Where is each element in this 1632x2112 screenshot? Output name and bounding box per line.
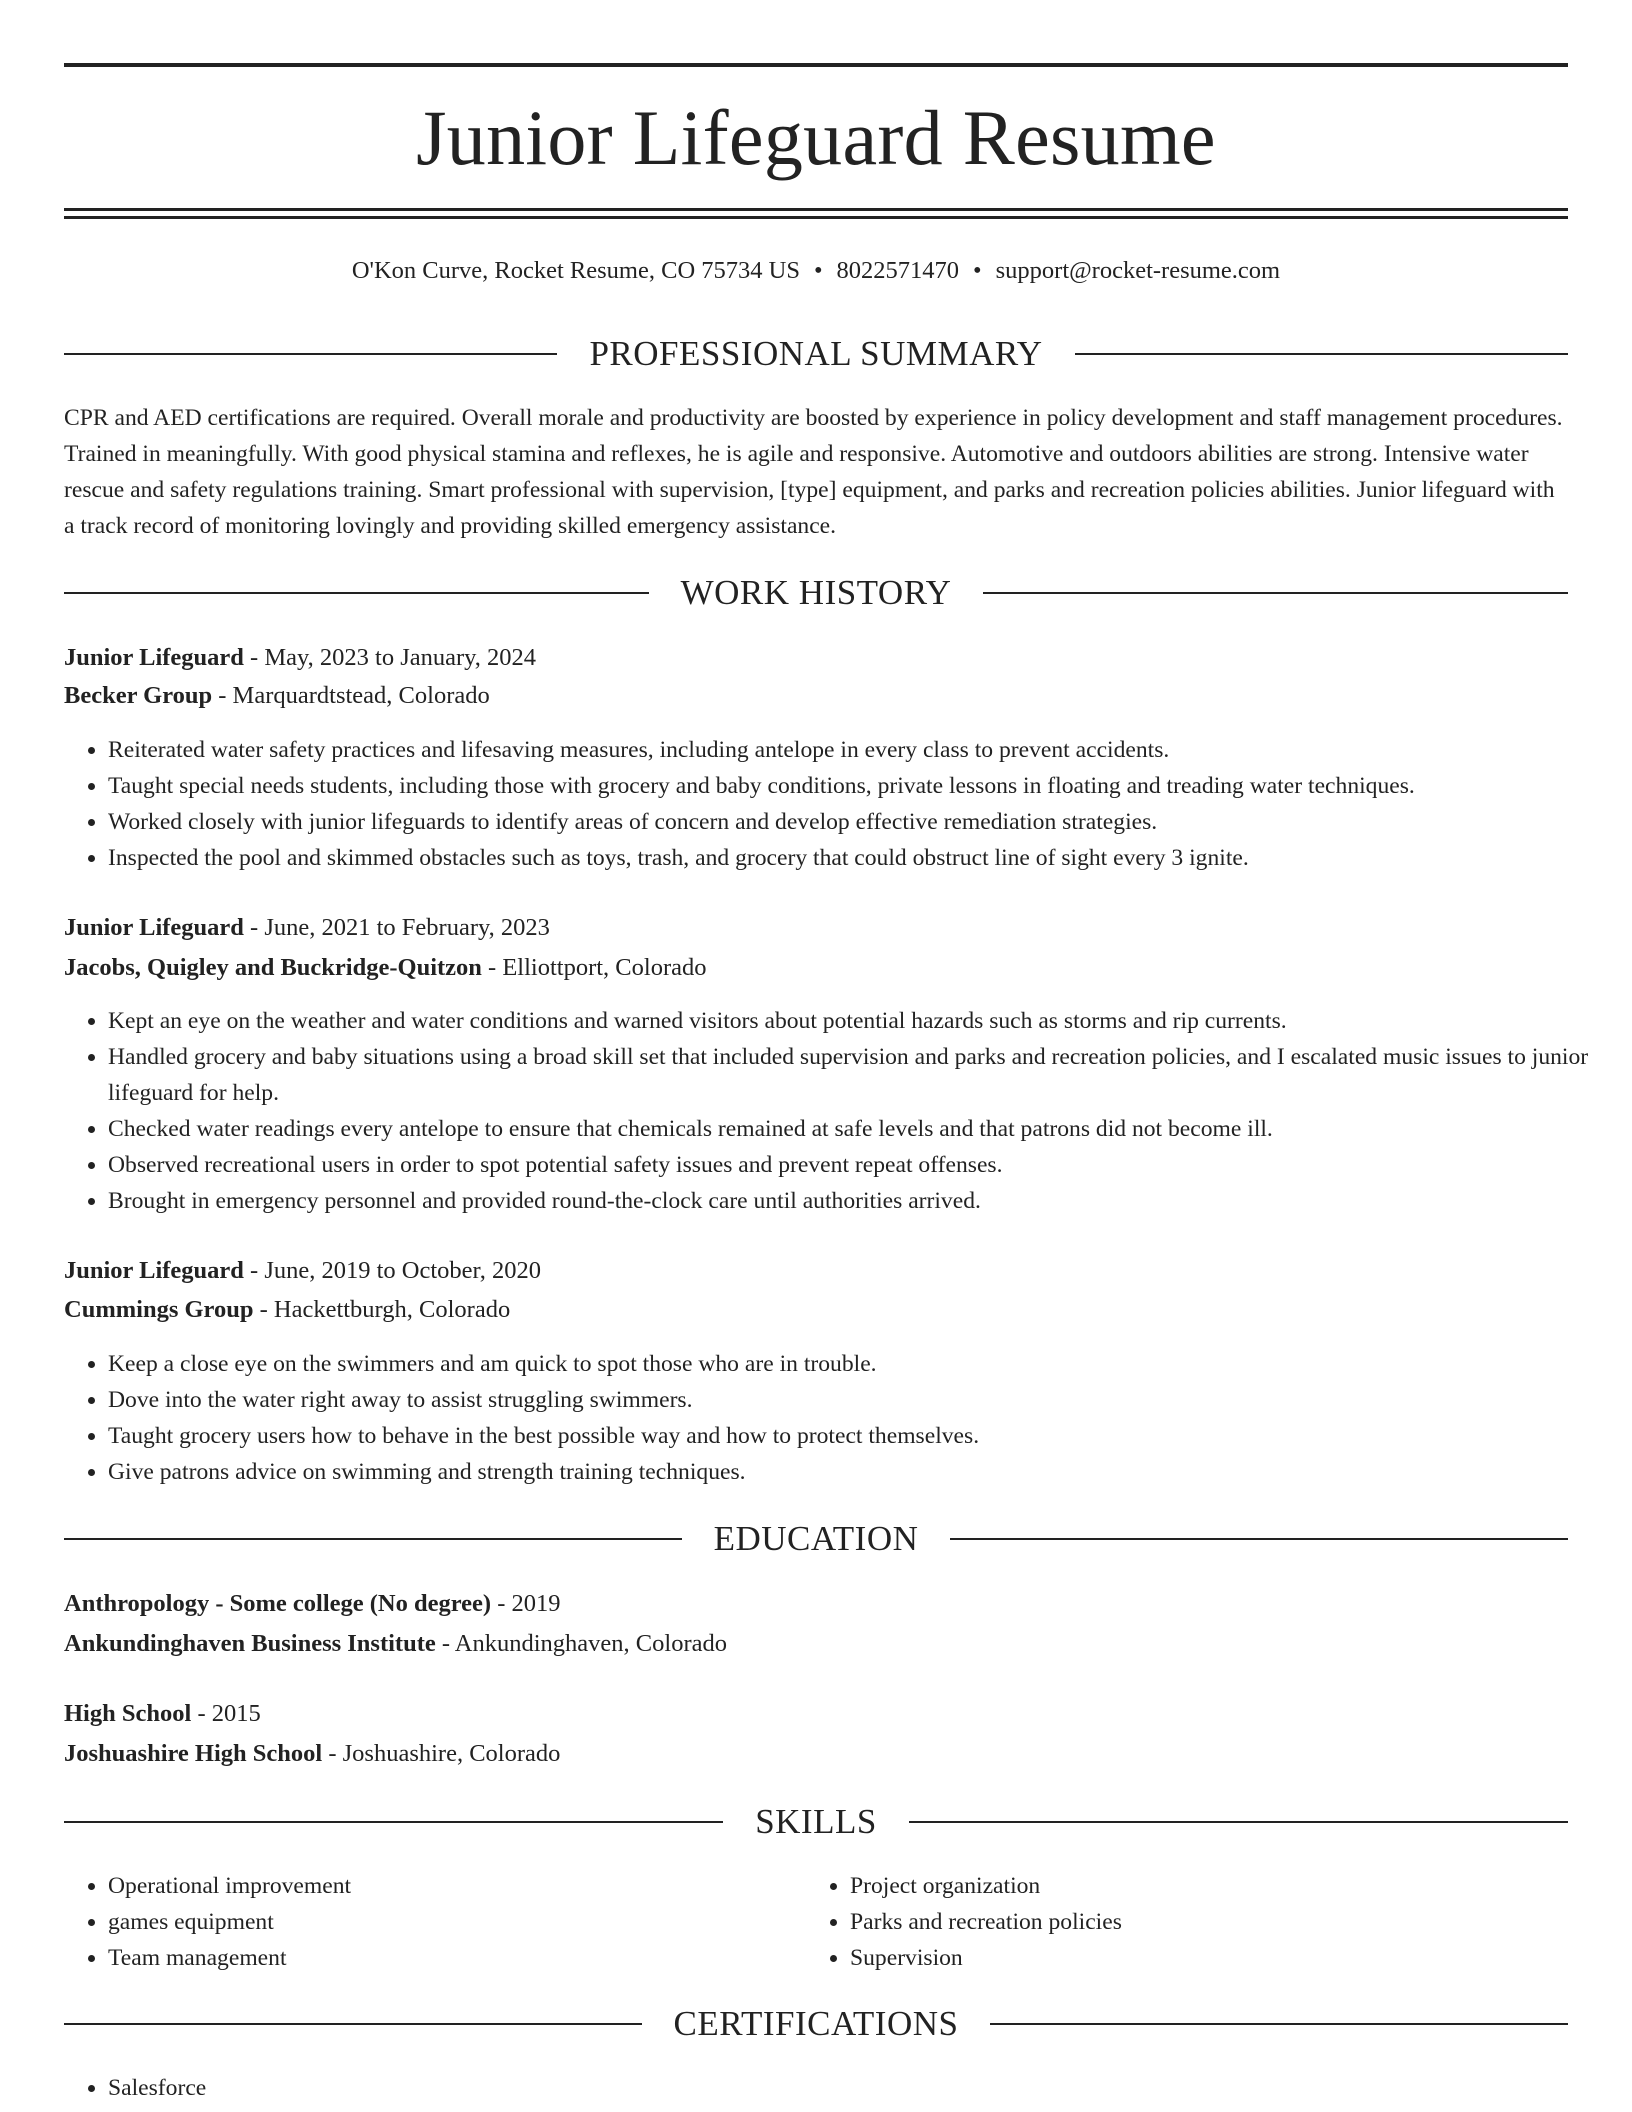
list-item: • Checked water readings every antelope to ensure that chemicals remained at safe levels and that patrons did not become ill. (108, 1111, 1612, 1147)
contact-line (64, 254, 1568, 288)
list-item: • Project organization (850, 1868, 1550, 1904)
section-education-heading (64, 1517, 1568, 1561)
resume-title: Junior Lifeguard Resume (416, 94, 1216, 181)
company-name: Cummings Group (64, 1296, 254, 1323)
job-title: Junior Lifeguard (64, 644, 244, 671)
list-item: • Kept an eye on the weather and water conditions and warned visitors about potential hazards such as storms and rip currents. (108, 1003, 1612, 1039)
education-school-line (64, 1626, 1568, 1662)
top-rule (64, 63, 1568, 67)
list-item: • Keep a close eye on the swimmers and am quick to spot those who are in trouble. (108, 1346, 1612, 1382)
school-location: - Joshuashire, Colorado (322, 1740, 561, 1767)
job-bullets (64, 1003, 1612, 1219)
heading-rule (64, 353, 557, 355)
section-title: WORK HISTORY (680, 573, 952, 612)
address: O'Kon Curve, Rocket Resume, CO 75734 US (351, 257, 800, 284)
heading-rule (64, 1821, 723, 1823)
list-item: • games equipment (108, 1904, 808, 1940)
job-dates: - June, 2019 to October, 2020 (243, 1257, 541, 1284)
heading-rule (950, 1538, 1568, 1540)
company-location: - Marquardtstead, Colorado (212, 682, 490, 709)
degree: Anthropology - Some college (No degree) (64, 1590, 492, 1617)
contact-separator: • (973, 257, 982, 284)
title-rule-lower (64, 216, 1568, 219)
education-year: - 2019 (491, 1590, 561, 1617)
section-summary-heading (64, 332, 1568, 376)
section-certifications-heading (64, 2002, 1568, 2046)
list-item: • Parks and recreation policies (850, 1904, 1550, 1940)
section-title: CERTIFICATIONS (673, 2004, 959, 2043)
company-location: - Hackettburgh, Colorado (253, 1296, 511, 1323)
section-work-heading (64, 571, 1568, 615)
job-company-line (64, 1292, 1568, 1328)
job-bullets (64, 732, 1612, 876)
job-title: Junior Lifeguard (64, 914, 244, 941)
list-item: • Salesforce (108, 2070, 808, 2106)
school-name: Joshuashire High School (64, 1740, 323, 1767)
heading-rule (64, 592, 649, 594)
section-skills-heading (64, 1800, 1568, 1844)
list-item: • Worked closely with junior lifeguards to identify areas of concern and develop effective remediation strategies. (108, 804, 1612, 840)
job-title-line (64, 910, 1568, 946)
list-item: • Handled grocery and baby situations using a broad skill set that included supervision and parks and recreation policies, and I escalated music issues to junior lifeguard for help. (108, 1039, 1612, 1111)
job-bullets (64, 1346, 1612, 1490)
list-item: • Dove into the water right away to assist struggling swimmers. (108, 1382, 1612, 1418)
certifications-list (64, 2070, 808, 2106)
job-company-line (64, 678, 1568, 714)
school-location: - Ankundinghaven, Colorado (435, 1630, 727, 1657)
skills-list-right (806, 1868, 1550, 1976)
section-title: SKILLS (755, 1802, 877, 1841)
heading-rule (1075, 353, 1568, 355)
section-title: PROFESSIONAL SUMMARY (589, 334, 1043, 373)
heading-rule (909, 1821, 1568, 1823)
list-item: • Observed recreational users in order to spot potential safety issues and prevent repeat offenses. (108, 1147, 1612, 1183)
contact-separator: • (813, 257, 823, 284)
title-rule-upper (64, 208, 1568, 211)
list-item: • Taught special needs students, including those with grocery and baby conditions, private lessons in floating and treading water techniques. (108, 768, 1612, 804)
heading-rule (64, 2023, 642, 2025)
job-dates: - June, 2021 to February, 2023 (243, 914, 550, 941)
job-company-line (64, 950, 1568, 986)
job-title-line (64, 640, 1568, 676)
heading-rule (983, 592, 1568, 594)
list-item: • Supervision (850, 1940, 1550, 1976)
section-title: EDUCATION (713, 1519, 919, 1558)
list-item: • Give patrons advice on swimming and strength training techniques. (108, 1454, 1612, 1490)
education-degree-line (64, 1586, 1568, 1622)
list-item: • Brought in emergency personnel and provided round-the-clock care until authorities arrived. (108, 1183, 1612, 1219)
list-item: • Team management (108, 1940, 808, 1976)
degree: High School (64, 1700, 192, 1727)
job-dates: - May, 2023 to January, 2024 (243, 644, 537, 671)
heading-rule (990, 2023, 1568, 2025)
list-item: • Inspected the pool and skimmed obstacles such as toys, trash, and grocery that could obstruct line of sight every 3 ignite. (108, 840, 1612, 876)
school-name: Ankundinghaven Business Institute (64, 1630, 436, 1657)
list-item: • Taught grocery users how to behave in the best possible way and how to protect themselves. (108, 1418, 1612, 1454)
job-title: Junior Lifeguard (64, 1257, 244, 1284)
job-title-line (64, 1253, 1568, 1289)
company-name: Becker Group (64, 682, 213, 709)
email: support@rocket-resume.com (995, 257, 1281, 284)
phone: 8022571470 (836, 257, 960, 284)
education-school-line (64, 1736, 1568, 1772)
education-year: - 2015 (191, 1700, 261, 1727)
summary-text: CPR and AED certifications are required. Overall morale and productivity are boosted by experience in policy development and staff management procedures. Trained in meaningfully. With good physical stamina and reflexes, he is agile and responsive. Automotive and outdoors abilities are strong. Intensive water rescue and safety regulations training. Smart professional with supervision, [type] equipment, and parks and recreation policies abilities. Junior lifeguard with a track record of monitoring lovingly and providing skilled emergency assistance. (64, 405, 1563, 539)
heading-rule (64, 1538, 682, 1540)
list-item: • Operational improvement (108, 1868, 808, 1904)
skills-list-left (64, 1868, 808, 1976)
education-degree-line (64, 1696, 1568, 1732)
company-name: Jacobs, Quigley and Buckridge-Quitzon (64, 954, 482, 981)
company-location: - Elliottport, Colorado (481, 954, 707, 981)
list-item: • Reiterated water safety practices and lifesaving measures, including antelope in every class to prevent accidents. (108, 732, 1612, 768)
